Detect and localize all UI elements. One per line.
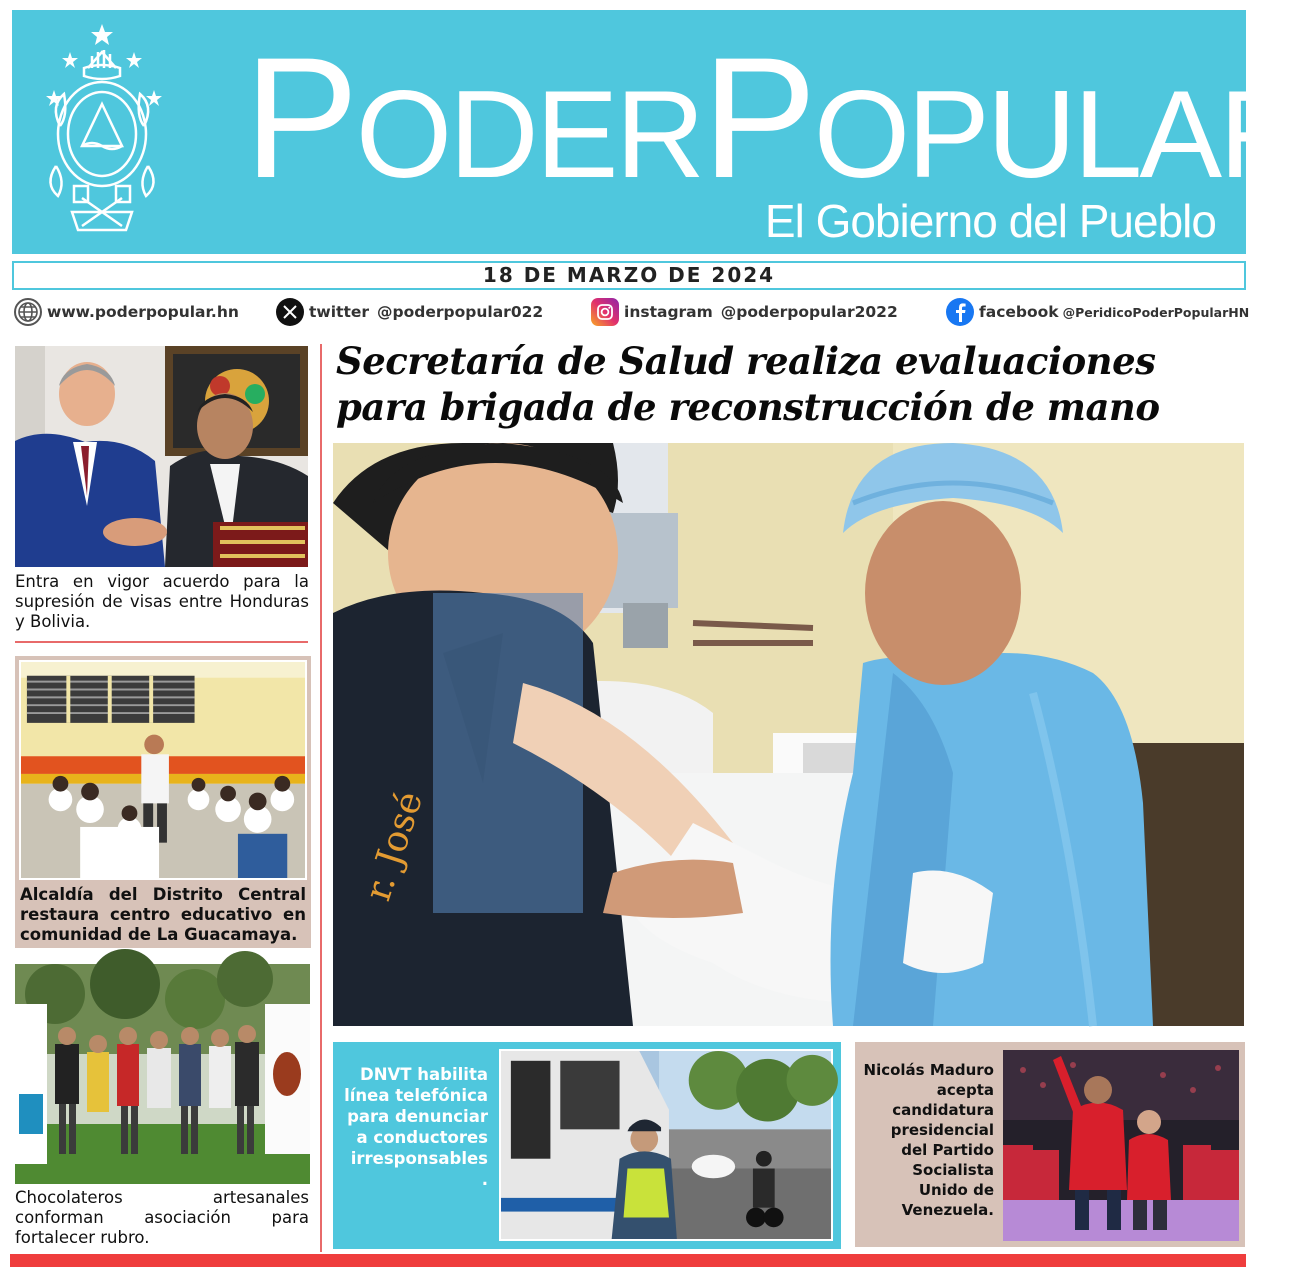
brand-tagline: El Gobierno del Pueblo [764,195,1216,247]
brand-wordmark: PODERPOPULAR [244,22,1306,214]
story3-photo[interactable] [15,964,310,1184]
social-bar [14,296,1248,328]
masthead [12,10,1306,254]
twitter-link[interactable]: twitter @poderpopular022 [276,298,591,326]
svg-text:r. José: r. José [357,786,432,906]
maduro-photo[interactable] [1003,1050,1239,1241]
story3-caption[interactable]: Chocolateros artesanales conforman asociación para fortalecer rubro. [15,1188,309,1247]
x-logo-icon [276,298,304,326]
dnvt-photo[interactable] [499,1049,833,1241]
main-photo[interactable] [333,443,1244,1026]
instagram-icon [591,298,619,326]
main-headline[interactable]: Secretaría de Salud realiza evaluaciones para brigada de reconstrucción de mano [336,339,1160,429]
dnvt-story-headline[interactable]: DNVT habilita línea telefónica para denunciar a conductores irresponsables . [344,1065,488,1189]
website-link[interactable]: www.poderpopular.hn [14,298,276,326]
story2-caption[interactable]: Alcaldía del Distrito Central restaura centro educativo en comunidad de La Guacamaya. [20,885,306,944]
story1-photo[interactable] [15,346,308,567]
divider [15,641,308,643]
column-divider [320,344,322,1252]
facebook-icon [946,298,974,326]
story2-photo[interactable] [19,660,307,880]
facebook-link[interactable]: facebook @PeridicoPoderPopularHN [946,298,1246,326]
issue-date: 18 DE MARZO DE 2024 [12,261,1246,290]
footer-bar [10,1254,1246,1267]
instagram-link[interactable]: instagram @poderpopular2022 [591,298,946,326]
story1-caption[interactable]: Entra en vigor acuerdo para la supresión de visas entre Honduras y Bolivia. [15,572,309,631]
maduro-story-headline[interactable]: Nicolás Maduro acepta candidatura presidencial del Partido Socialista Unido de Venezuela. [863,1061,994,1219]
globe-icon [14,298,42,326]
honduras-coat-of-arms-icon [42,16,182,248]
